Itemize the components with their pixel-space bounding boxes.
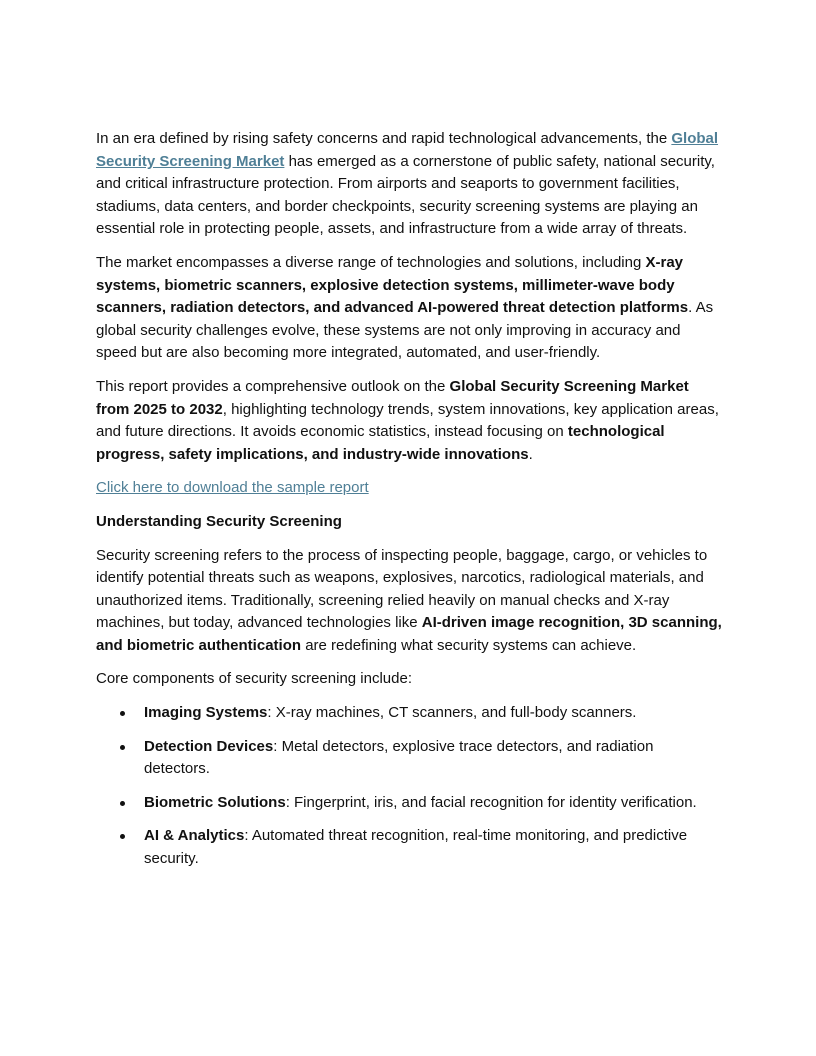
section-heading-text: Understanding Security Screening (96, 512, 342, 530)
market-text-1: The market encompasses a diverse range of technologies and solutions, including (96, 253, 646, 271)
component-desc: : X-ray machines, CT scanners, and full-body scanners. (267, 704, 637, 722)
market-text-2: . As global security challenges evolve, these systems are not only improving in accuracy and speed but are also becoming more integrated, automated, and user-friendly. (96, 299, 714, 362)
screening-text-1: Security screening refers to the process of inspecting people, baggage, cargo, or vehicles to identify potential threats such as weapons, explosives, narcotics, radiological materials, and unauthorized items. Traditionally, screening relied heavily on manual checks and X-ray machines, but today, advanced technologies like (96, 546, 708, 632)
report-text-2: , highlighting technology trends, system innovations, key application areas, and future directions. It avoids economic statistics, instead focusing on (96, 400, 719, 441)
download-paragraph (96, 477, 722, 500)
component-desc: : Fingerprint, iris, and facial recognition for identity verification. (285, 793, 697, 811)
intro-text-2: has emerged as a cornerstone of public safety, national security, and critical infrastructure protection. From airports and seaports to government facilities, stadiums, data centers, and border checkpoints, security screening systems are playing an essential role in protecting people, assets, and infrastructure from a wide array of threats. (96, 152, 715, 238)
component-desc: : Automated threat recognition, real-time monitoring, and predictive security. (144, 827, 688, 868)
report-scope: Global Security Screening Market from 2025 to 2032 (96, 377, 689, 418)
market-technologies: X-ray systems, biometric scanners, explosive detection systems, millimeter-wave body scanners, radiation detectors, and advanced AI-powered threat detection platforms (96, 253, 689, 317)
report-text-3: . (528, 445, 533, 463)
intro-paragraph (96, 128, 722, 241)
bullet-icon (120, 711, 125, 716)
bullet-icon (120, 834, 125, 839)
report-focus: technological progress, safety implications, and industry-wide innovations (96, 423, 665, 463)
report-text-1: This report provides a comprehensive outlook on the (96, 377, 450, 395)
component-desc: : Metal detectors, explosive trace detectors, and radiation detectors. (144, 737, 654, 778)
list-item (96, 736, 722, 781)
components-list (96, 702, 722, 871)
report-paragraph (96, 376, 722, 466)
component-term: Detection Devices (144, 737, 274, 755)
list-item (96, 702, 722, 725)
download-sample-link[interactable]: Click here to download the sample report (96, 479, 369, 497)
bullet-icon (120, 801, 125, 806)
component-term: Biometric Solutions (144, 793, 286, 811)
screening-text-2: are redefining what security systems can achieve. (301, 636, 637, 654)
list-item (96, 792, 722, 815)
component-term: AI & Analytics (144, 827, 245, 845)
document-body (96, 128, 722, 882)
screening-paragraph (96, 545, 722, 658)
screening-technologies: AI-driven image recognition, 3D scanning, and biometric authentication (96, 614, 722, 654)
bullet-icon (120, 745, 125, 750)
components-intro: Core components of security screening include: (96, 670, 412, 688)
section-heading (96, 511, 722, 534)
market-link[interactable]: Global Security Screening Market (96, 130, 719, 170)
intro-text-1: In an era defined by rising safety concerns and rapid technological advancements, the (96, 130, 672, 147)
market-paragraph (96, 252, 722, 365)
component-term: Imaging Systems (144, 704, 268, 722)
list-item (96, 825, 722, 870)
